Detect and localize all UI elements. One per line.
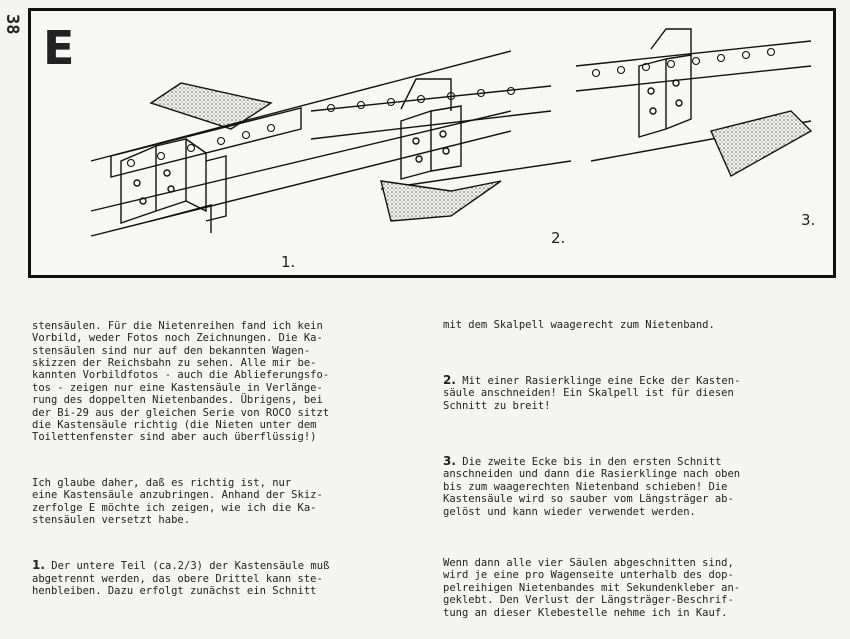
- step-label-3: 3.: [801, 211, 816, 229]
- right-text-column: [443, 294, 843, 639]
- left-paragraph-1: stensäulen. Für die Nietenreihen fand ich kein Vorbild, weder Fotos noch Zeichnungen. Die Ka- stensäulen sind nur auf den bekannten Wagen- skizzen der Reichsbahn zu sehen. Alle mir be- kannten Vorbildfotos - auch die Ablieferungsfo- tos - zeigen nur eine Kastensäule in Verlänge- rung des doppelten Nietenbandes. Übrigens, bei der Bi-29 aus der gleichen Serie von ROCO sitzt die Kastensäule richtig (die Nieten unter dem Toilettenfenster sind aber auch überflüssig!): [32, 319, 330, 444]
- sketch-step-3: [576, 29, 811, 176]
- right-paragraph-3: [443, 455, 843, 518]
- left-paragraph-2: Ich glaube daher, daß es richtig ist, nur eine Kastensäule anzubringen. Anhand der Skiz- zerfolge E möchte ich zeigen, wie ich die Ka- stensäulen versetzt habe.: [32, 476, 323, 526]
- figure-letter: E: [43, 21, 73, 75]
- step-number: 3.: [443, 454, 456, 469]
- left-paragraph-3: [32, 559, 422, 597]
- right-paragraph-1: mit dem Skalpell waagerecht zum Nietenband.: [443, 318, 715, 331]
- illustration-drawing: [31, 11, 833, 275]
- illustration-figure: [28, 8, 836, 278]
- step-label-2: 2.: [551, 229, 566, 247]
- step-number: 1.: [32, 558, 45, 573]
- left-text-column: [32, 295, 422, 618]
- page-number: 38: [2, 14, 22, 35]
- step-number: 2.: [443, 373, 456, 388]
- step-label-1: 1.: [281, 253, 296, 271]
- right-paragraph-4: Wenn dann alle vier Säulen abgeschnitten sind, wird je eine pro Wagenseite unterhalb des dop- pelreihigen Nietenbandes mit Sekundenkleber an- geklebt. Den Verlust der Längsträger-Beschrif- tung an dieser Klebestelle nehme ich in Kauf.: [443, 556, 741, 619]
- right-paragraph-2: [443, 374, 843, 412]
- right-paragraph-3-text: Die zweite Ecke bis in den ersten Schnitt anschneiden und dann die Rasierklinge nach oben bis zum waagerechten Nietenband schieben! Die Kastensäule wird so sauber vom Längsträger ab- gelöst und kann wieder verwendet werden.: [443, 456, 741, 518]
- left-paragraph-3-text: Der untere Teil (ca.2/3) der Kastensäule muß abgetrennt werden, das obere Drittel kann ste- henbleiben. Dazu erfolgt zunächst ein Schnitt: [32, 560, 330, 597]
- right-paragraph-2-text: Mit einer Rasierklinge eine Ecke der Kasten- säule anschneiden! Ein Skalpell ist für diesen Schnitt zu breit!: [443, 375, 741, 412]
